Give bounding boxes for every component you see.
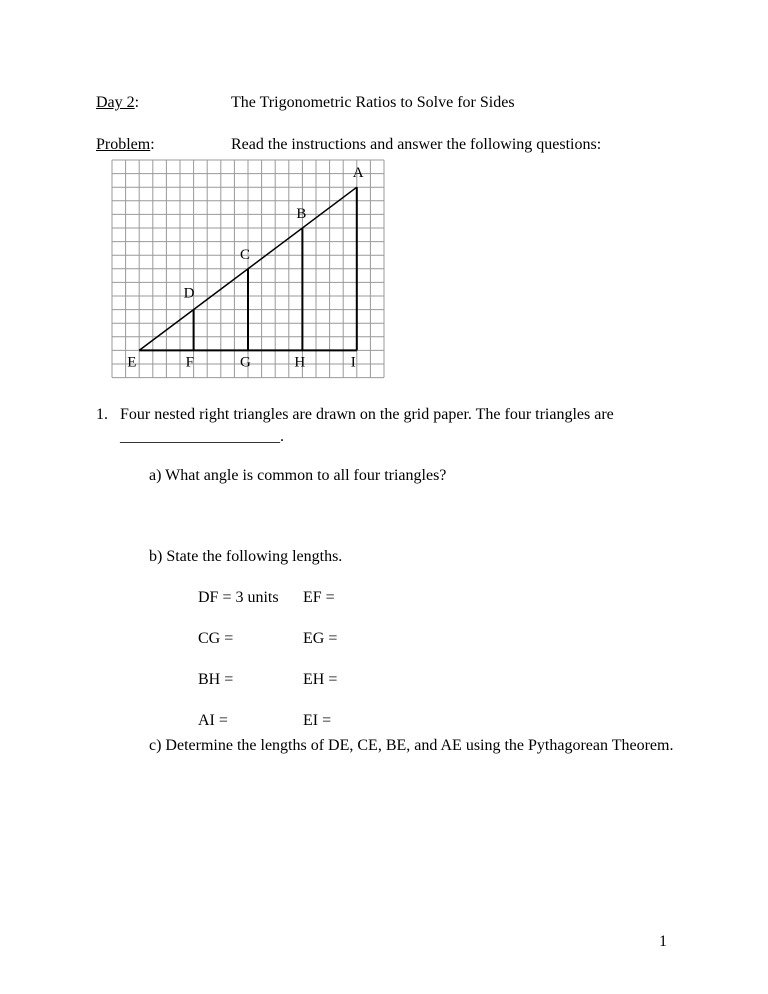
- point-label-g: G: [240, 354, 251, 371]
- length-item: BH =: [198, 671, 234, 688]
- point-label-b: B: [296, 206, 307, 222]
- point-label-e: E: [127, 354, 137, 371]
- point-label-i: I: [350, 354, 356, 371]
- question-1c: c) Determine the lengths of DE, CE, BE, and AE using the Pythagorean Theorem.: [149, 737, 674, 754]
- length-item: EH =: [303, 671, 338, 688]
- worksheet-title: The Trigonometric Ratios to Solve for Sides: [231, 94, 515, 111]
- problem-instructions: Read the instructions and answer the following questions:: [231, 136, 602, 153]
- question-1-number: 1.: [96, 406, 108, 423]
- length-item: EG =: [303, 630, 338, 647]
- page-number: 1: [659, 933, 667, 950]
- answer-blank: ____________________.: [120, 428, 284, 445]
- point-label-d: D: [183, 285, 195, 302]
- problem-label: Problem:: [96, 136, 155, 153]
- day-label: Day 2:: [96, 94, 140, 111]
- question-1a: a) What angle is common to all four triangles?: [149, 467, 447, 484]
- nested-triangles-diagram: [0, 0, 768, 400]
- question-1-text: Four nested right triangles are drawn on the grid paper. The four triangles are: [120, 406, 614, 423]
- question-1b: b) State the following lengths.: [149, 548, 343, 565]
- length-item: AI =: [198, 712, 228, 729]
- length-item: DF = 3 units: [198, 589, 279, 606]
- length-item: EI =: [303, 712, 332, 729]
- point-label-c: C: [240, 246, 251, 263]
- point-label-h: H: [294, 354, 306, 371]
- point-label-f: F: [185, 354, 194, 371]
- point-label-a: A: [352, 165, 364, 182]
- length-item: CG =: [198, 630, 234, 647]
- length-item: EF =: [303, 589, 335, 606]
